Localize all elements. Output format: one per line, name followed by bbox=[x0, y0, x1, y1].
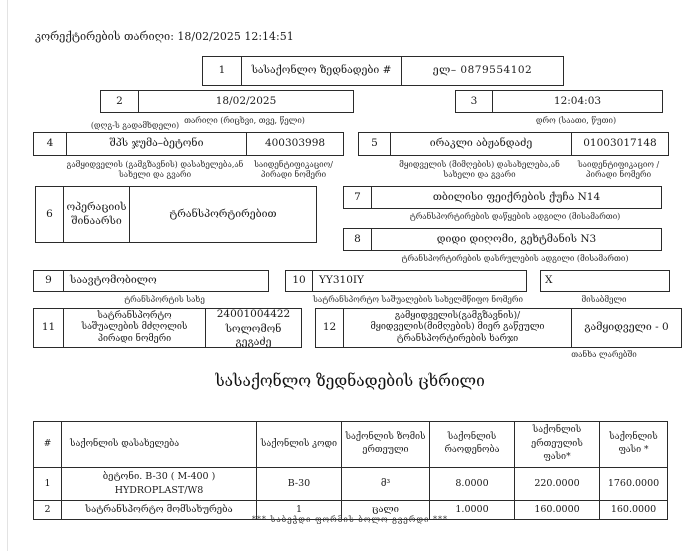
trailer-caption: მისაბმელი bbox=[581, 295, 627, 304]
field-2-value: 18/02/2025 bbox=[138, 91, 353, 112]
field-6-label: ოპერაციის შინაარსი bbox=[63, 187, 129, 242]
table-cell: 2 bbox=[34, 501, 62, 520]
field-9-caption: ტრანსპორტის სახე bbox=[124, 295, 205, 304]
correction-date-label: კორექტირების თარიღი: bbox=[35, 30, 174, 43]
field-10-value: YY310IY bbox=[312, 271, 526, 291]
field-vehicle-plate bbox=[285, 270, 527, 292]
field-1-value: ელ– 0879554102 bbox=[401, 57, 563, 85]
correction-date-value: 18/02/2025 12:14:51 bbox=[177, 30, 294, 43]
field-11-value bbox=[205, 309, 301, 347]
field-8-number: 8 bbox=[354, 232, 361, 245]
table-header-cell: საქონლის რაოდენობა bbox=[430, 422, 515, 468]
field-2-caption: თარიღი (რიცხვი, თვე, წელი) bbox=[184, 116, 305, 125]
field-10-caption: სატრანსპორტო საშუალების სახელმწიფო ნომერი bbox=[313, 295, 523, 304]
table-cell: 160.0000 bbox=[515, 501, 600, 520]
amount-in-gel-note: თანხა ლარებში bbox=[571, 350, 637, 359]
table-cell: 8.0000 bbox=[430, 467, 515, 501]
field-7-caption: ტრანსპორტირების დაწყების ადგილი (მისამართი) bbox=[409, 212, 621, 221]
field-9-number: 9 bbox=[45, 274, 52, 287]
field-transport-cost bbox=[315, 308, 682, 348]
table-header-cell: საქონლის დასახელება bbox=[62, 422, 257, 468]
table-cell: მ³ bbox=[342, 467, 430, 501]
field-1-number: 1 bbox=[218, 64, 226, 77]
field-10-number: 10 bbox=[292, 274, 306, 287]
table-cell: 1.0000 bbox=[430, 501, 515, 520]
field-operation bbox=[35, 186, 317, 243]
table-cell: 1 bbox=[257, 501, 342, 520]
goods-table-header-row bbox=[34, 422, 668, 468]
field-3-number: 3 bbox=[470, 94, 478, 107]
table-header-cell: საქონლის ერთეულის ფასი* bbox=[515, 422, 600, 468]
field-6-value: ტრანსპორტირებით bbox=[129, 187, 316, 242]
field-waybill-number bbox=[202, 56, 564, 86]
table-cell: ბეტონი. B-30 ( M-400 ) HYDROPLAST/W8 bbox=[62, 467, 257, 501]
table-header-cell: საქონლის ზომის ერთეული bbox=[342, 422, 430, 468]
field-6-number: 6 bbox=[46, 207, 53, 220]
field-transport-end bbox=[343, 228, 662, 251]
field-11-label: სატრანსპორტო საშუალების მძღოლის პირადი ნომერი bbox=[63, 309, 205, 347]
goods-table bbox=[33, 421, 668, 520]
correction-date bbox=[35, 30, 294, 43]
field-4-name: შპს ჯუმა–ბეტონი bbox=[66, 133, 246, 155]
field-4-id-caption: საიდენტიფიკაციო/პირადი ნომერი bbox=[254, 160, 333, 180]
window-edge-line bbox=[7, 0, 8, 551]
table-row bbox=[34, 467, 668, 501]
field-5-number: 5 bbox=[371, 137, 378, 150]
table-header-cell: # bbox=[34, 422, 62, 468]
field-1-label: სასაქონლო ზედნადები # bbox=[241, 57, 401, 85]
table-cell: სატრანსპორტო მომსახურება bbox=[62, 501, 257, 520]
field-4-id: 400303998 bbox=[246, 133, 343, 155]
table-cell: B-30 bbox=[257, 467, 342, 501]
field-transport-start bbox=[343, 186, 662, 209]
field-11-number: 11 bbox=[41, 321, 56, 334]
table-cell: ცალი bbox=[342, 501, 430, 520]
field-12-label: გამყიდველის(გამგზავნის)/მყიდველის(მიმღების) მიერ გაწეული ტრანსპორტირების ხარჯი bbox=[343, 309, 571, 347]
field-4-number: 4 bbox=[46, 137, 54, 150]
table-header-cell: საქონლის კოდი bbox=[257, 422, 342, 468]
field-5-name: ირაკლი აბჟანდაძე bbox=[390, 133, 571, 155]
table-cell: 1 bbox=[34, 467, 62, 501]
field-12-number: 12 bbox=[322, 321, 337, 334]
field-8-caption: ტრანსპორტირების დასრულების ადგილი (მისამართი) bbox=[401, 254, 629, 263]
field-trailer bbox=[540, 270, 670, 292]
driver-id: 24001004422 bbox=[216, 309, 291, 320]
table-cell: 1760.0000 bbox=[600, 467, 668, 501]
field-3-value: 12:04:03 bbox=[492, 91, 662, 112]
field-4-name-caption: გამყიდველის (გამგზავნის) დასახელება,ან სახელი და გვარი bbox=[66, 160, 244, 180]
field-transport-type bbox=[33, 270, 269, 292]
trailer-value: X bbox=[545, 274, 553, 287]
field-7-value: თბილისი ფეიქრების ქუჩა N14 bbox=[371, 187, 661, 208]
table-cell: 160.0000 bbox=[600, 501, 668, 520]
field-time bbox=[455, 90, 663, 113]
field-driver bbox=[33, 308, 302, 348]
field-12-value: გამყიდველი - 0 bbox=[571, 309, 681, 347]
field-date bbox=[100, 90, 354, 113]
table-cell: 220.0000 bbox=[515, 467, 600, 501]
field-9-value: საავტომობილო bbox=[63, 271, 268, 291]
field-3-caption: დრო (საათი, წუთი) bbox=[535, 116, 617, 125]
field-2-number: 2 bbox=[116, 94, 123, 107]
driver-name: სოლომონ გეგაძე bbox=[225, 323, 282, 347]
field-8-value: დიდი დიღომი, გეხტმანის N3 bbox=[371, 229, 661, 250]
footer-note: *** საბეჭდი ფორმის ბოლო გვერდი *** bbox=[251, 515, 449, 524]
field-buyer bbox=[358, 132, 669, 156]
table-header-cell: საქონლის ფასი * bbox=[600, 422, 668, 468]
field-5-id: 01003017148 bbox=[571, 133, 668, 155]
field-5-name-caption: მყიდველის (მიმღების) დასახელება,ან სახელი და გვარი bbox=[399, 160, 560, 180]
field-7-number: 7 bbox=[354, 190, 361, 203]
vat-payer-note: (დღგ-ს გადამხდელი) bbox=[90, 121, 180, 130]
table-title: სასაქონლო ზედნადების ცხრილი bbox=[215, 372, 485, 390]
field-seller bbox=[33, 132, 344, 156]
field-5-id-caption: საიდენტიფიკაციო / პირადი ნომერი bbox=[577, 160, 660, 180]
